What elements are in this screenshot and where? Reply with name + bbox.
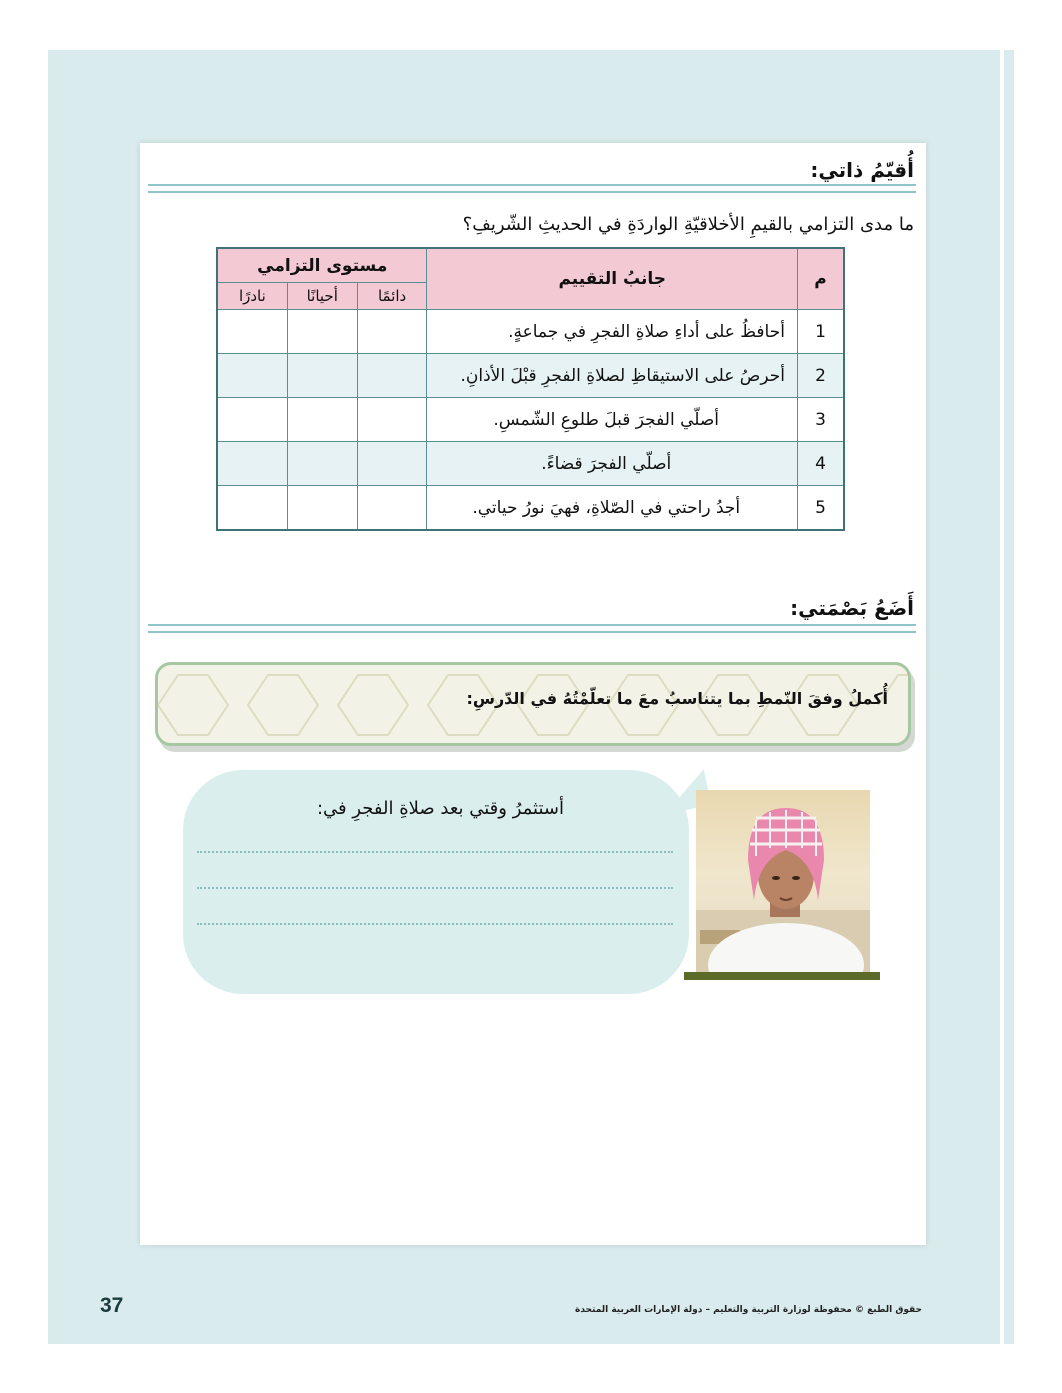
- row-number: 2: [797, 354, 844, 398]
- row-number: 1: [797, 310, 844, 354]
- boy-photo: [696, 790, 870, 972]
- answer-prompt: أستثمرُ وقتي بعد صلاةِ الفجرِ في:: [316, 798, 564, 819]
- table-row: [217, 442, 844, 486]
- boy-illustration: [696, 790, 870, 972]
- self-assessment-title: أُقيّمُ ذاتي:: [810, 158, 914, 182]
- table-row: [217, 486, 844, 531]
- answer-line-3[interactable]: [197, 923, 673, 925]
- page-number: 37: [100, 1294, 124, 1317]
- instruction-text: أُكملُ وفقَ النّمطِ بما يتناسبُ معَ ما تعلّمْتُهُ في الدّرسِ:: [466, 689, 888, 708]
- header-level: مستوى التزامي: [217, 248, 427, 283]
- answer-line-2[interactable]: [197, 887, 673, 889]
- header-level-rarely: نادرًا: [217, 283, 287, 310]
- assessment-question: ما مدى التزامي بالقيمِ الأخلاقيّةِ الواردَةِ في الحديثِ الشّريفِ؟: [462, 214, 914, 235]
- rating-cell-sometimes[interactable]: [287, 310, 357, 354]
- table-row: [217, 354, 844, 398]
- rating-cell-rarely[interactable]: [217, 310, 287, 354]
- page-edge-strip: [1004, 50, 1014, 1344]
- rating-cell-sometimes[interactable]: [287, 354, 357, 398]
- row-aspect: أصلّي الفجرَ قضاءً.: [427, 442, 797, 486]
- copyright-text: حقوق الطبع © محفوظة لوزارة التربية والتعليم – دولة الإمارات العربية المتحدة: [575, 1305, 922, 1315]
- row-aspect: أحافظُ على أداءِ صلاةِ الفجرِ في جماعةٍ.: [427, 310, 797, 354]
- rating-cell-rarely[interactable]: [217, 486, 287, 531]
- assessment-table: [216, 247, 845, 531]
- row-aspect: أحرصُ على الاستيقاظِ لصلاةِ الفجرِ قبْلَ الأذانِ.: [427, 354, 797, 398]
- photo-base-bar: [684, 972, 880, 980]
- row-aspect: أصلّي الفجرَ قبلَ طلوعِ الشّمسِ.: [427, 398, 797, 442]
- imprint-title: أَضَعُ بَصْمَتي:: [790, 596, 914, 620]
- row-number: 5: [797, 486, 844, 531]
- rating-cell-rarely[interactable]: [217, 354, 287, 398]
- table-row: [217, 310, 844, 354]
- self-assessment-rule: [148, 184, 916, 193]
- header-num: م: [797, 248, 844, 310]
- row-aspect: أجدُ راحتي في الصّلاةِ، فهيَ نورُ حياتي.: [427, 486, 797, 531]
- rating-cell-always[interactable]: [357, 398, 427, 442]
- header-level-sometimes: أحيانًا: [287, 283, 357, 310]
- rating-cell-always[interactable]: [357, 310, 427, 354]
- imprint-rule: [148, 624, 916, 633]
- row-number: 3: [797, 398, 844, 442]
- table-row: [217, 398, 844, 442]
- rating-cell-always[interactable]: [357, 354, 427, 398]
- row-number: 4: [797, 442, 844, 486]
- answer-line-1[interactable]: [197, 851, 673, 853]
- rating-cell-sometimes[interactable]: [287, 398, 357, 442]
- rating-cell-sometimes[interactable]: [287, 442, 357, 486]
- rating-cell-sometimes[interactable]: [287, 486, 357, 531]
- instruction-banner: [155, 662, 911, 746]
- header-aspect: جانبُ التقييم: [427, 248, 797, 310]
- rating-cell-always[interactable]: [357, 442, 427, 486]
- rating-cell-rarely[interactable]: [217, 398, 287, 442]
- rating-cell-always[interactable]: [357, 486, 427, 531]
- rating-cell-rarely[interactable]: [217, 442, 287, 486]
- header-level-always: دائمًا: [357, 283, 427, 310]
